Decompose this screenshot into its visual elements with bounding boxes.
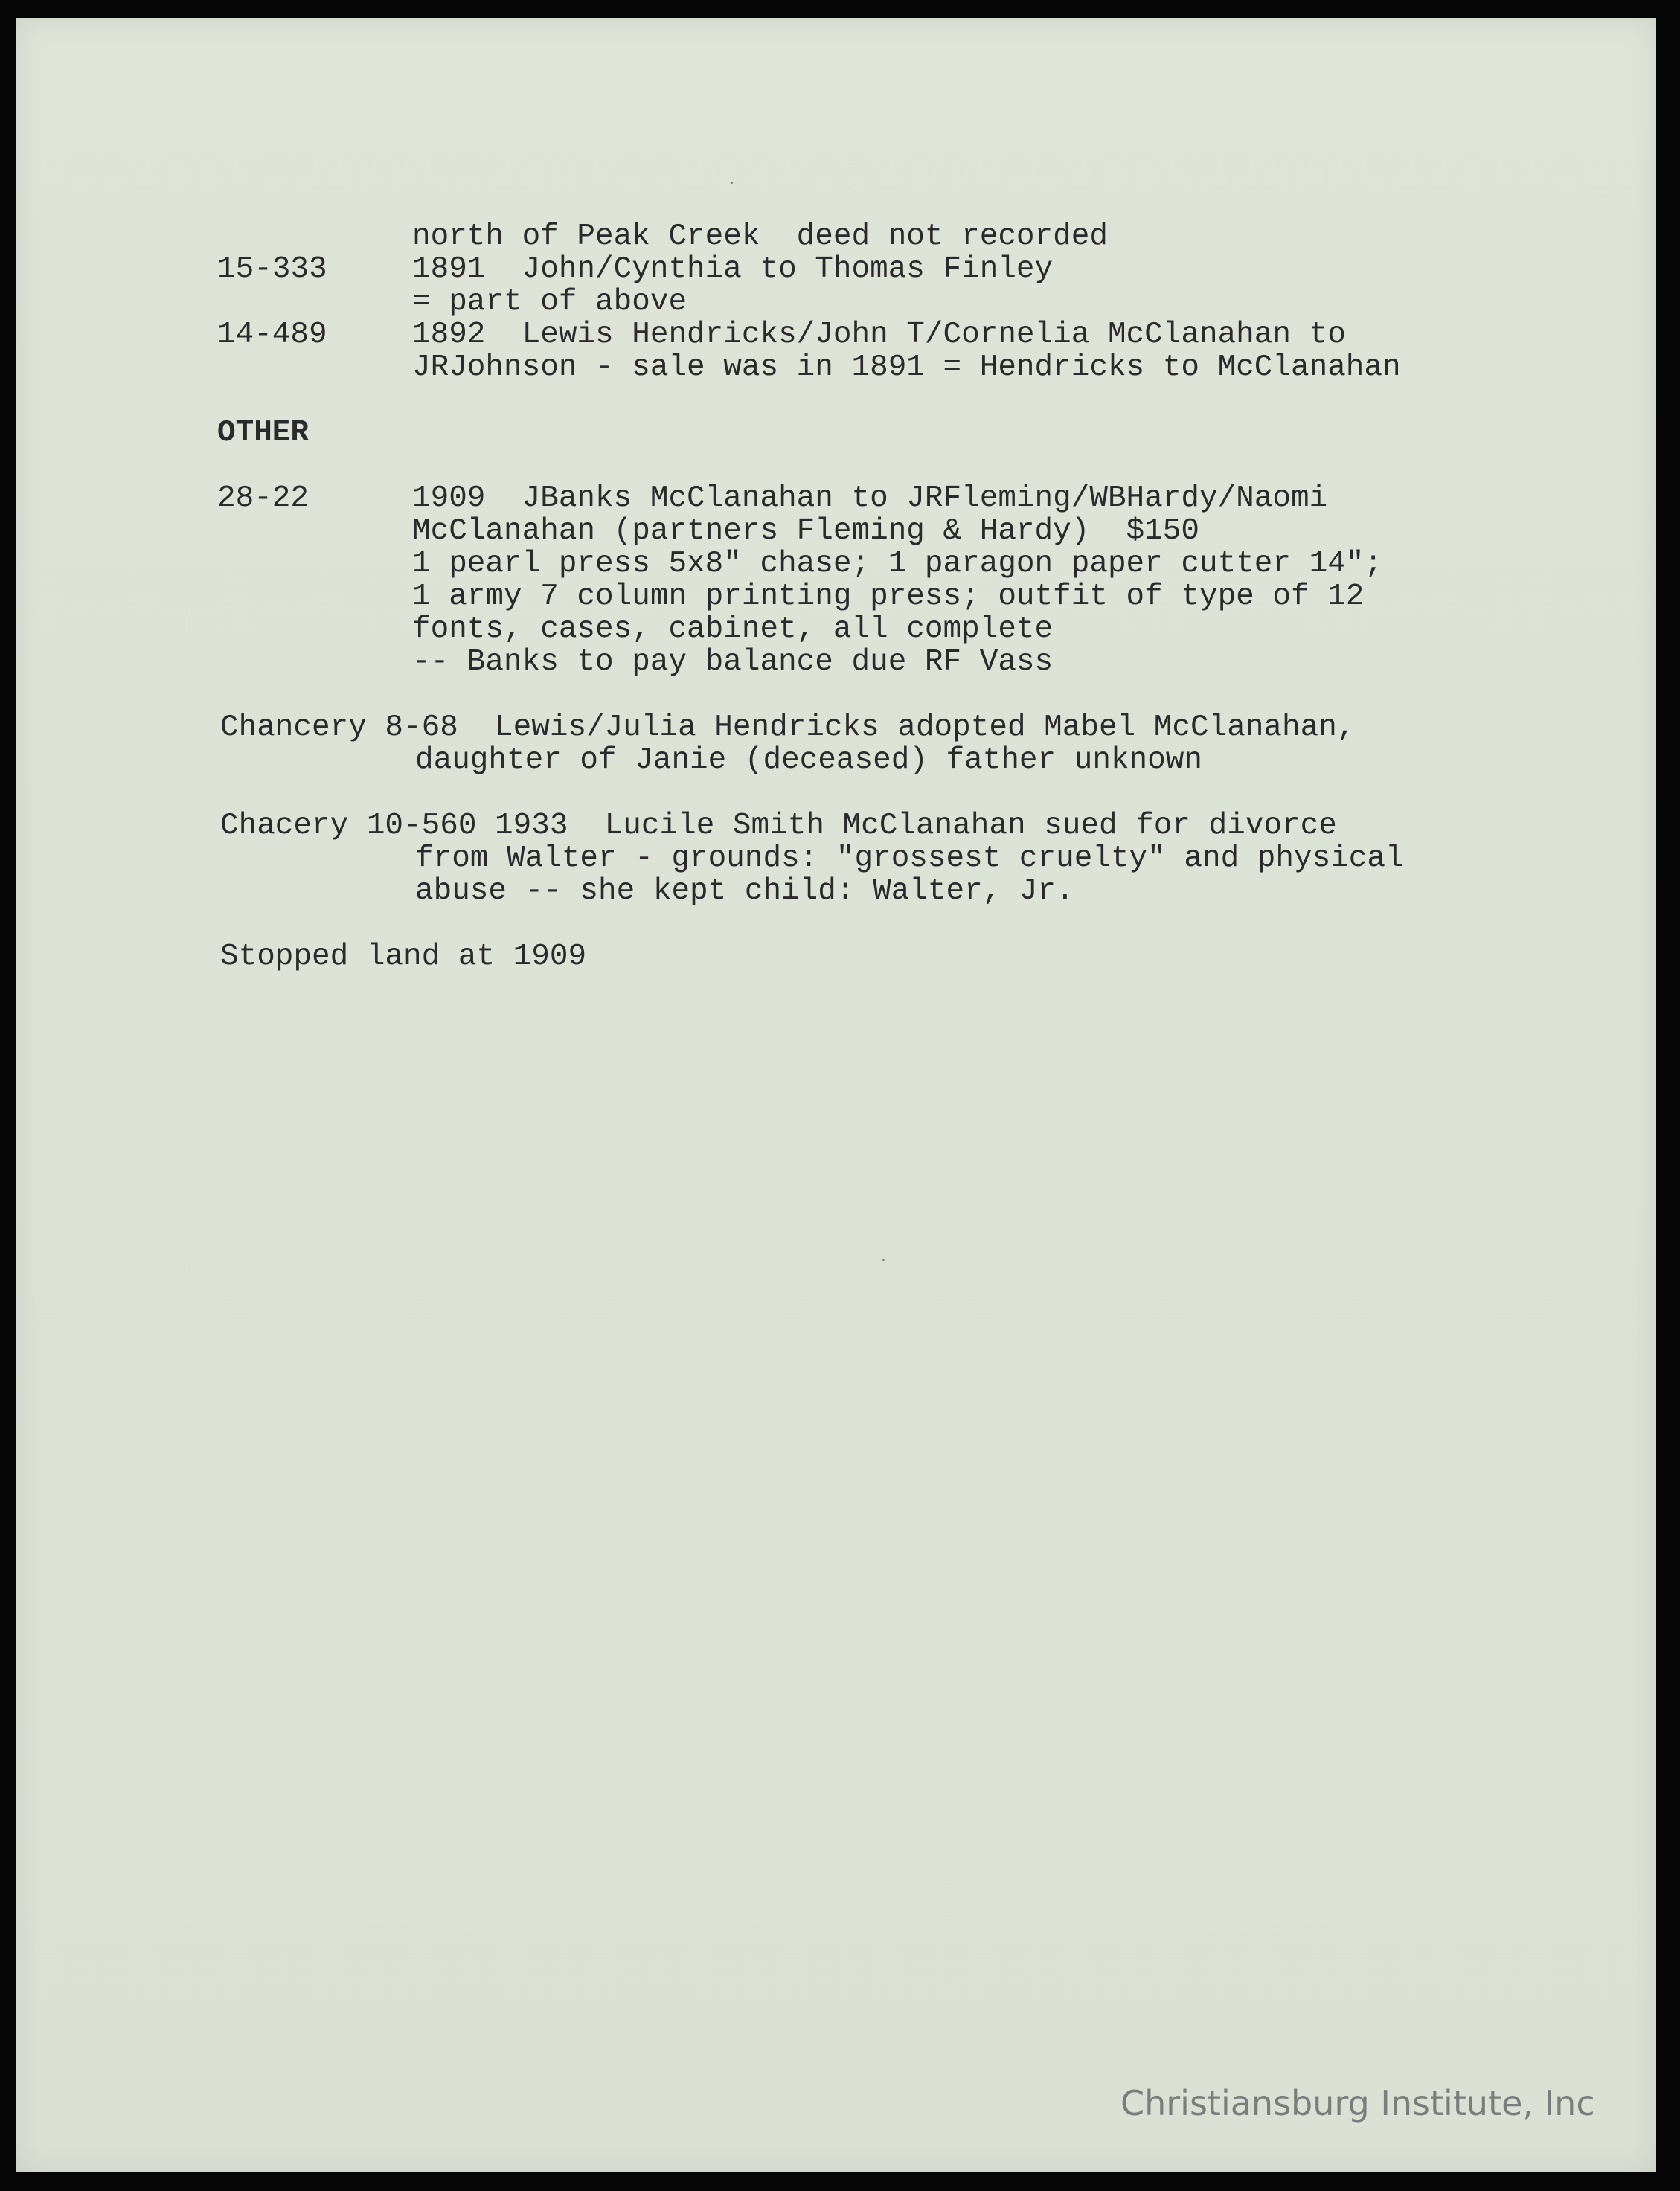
closing-note: Stopped land at 1909 xyxy=(220,940,587,974)
entry-ref: 28-22 xyxy=(217,481,310,516)
document-page xyxy=(16,18,1656,2172)
entry-line: 1 pearl press 5x8" chase; 1 paragon paper cutter 14"; xyxy=(412,547,1383,581)
paper-speck xyxy=(882,1259,885,1261)
watermark: Christiansburg Institute, Inc xyxy=(1120,2083,1595,2123)
paper-speck xyxy=(731,182,733,184)
entry-line: 1891 John/Cynthia to Thomas Finley xyxy=(412,252,1054,286)
chancery-line: abuse -- she kept child: Walter, Jr. xyxy=(415,874,1074,908)
entry-line: 1 army 7 column printing press; outfit of type of 12 xyxy=(412,580,1365,614)
entry-line: McClanahan (partners Fleming & Hardy) $150 xyxy=(412,514,1199,548)
entry-line: = part of above xyxy=(412,285,687,319)
entry-line: JRJohnson - sale was in 1891 = Hendricks to McClanahan xyxy=(412,350,1401,385)
entry-line: north of Peak Creek deed not recorded xyxy=(412,219,1108,254)
entry-line: 1909 JBanks McClanahan to JRFleming/WBHardy/Naomi xyxy=(412,481,1328,516)
entry-ref: 15-333 xyxy=(217,252,327,286)
chancery-line: Chacery 10-560 1933 Lucile Smith McClanahan sued for divorce xyxy=(220,809,1337,843)
chancery-line: daughter of Janie (deceased) father unknown xyxy=(415,743,1202,777)
entry-line: 1892 Lewis Hendricks/John T/Cornelia McClanahan to xyxy=(412,318,1346,352)
entry-line: fonts, cases, cabinet, all complete xyxy=(412,612,1054,647)
entry-ref: 14-489 xyxy=(217,318,327,352)
document-text xyxy=(16,18,1656,2172)
entry-line: -- Banks to pay balance due RF Vass xyxy=(412,645,1054,679)
section-heading: OTHER xyxy=(217,416,310,450)
chancery-line: from Walter - grounds: "grossest cruelty" and physical xyxy=(415,841,1404,876)
chancery-line: Chancery 8-68 Lewis/Julia Hendricks adopted Mabel McClanahan, xyxy=(220,710,1356,745)
